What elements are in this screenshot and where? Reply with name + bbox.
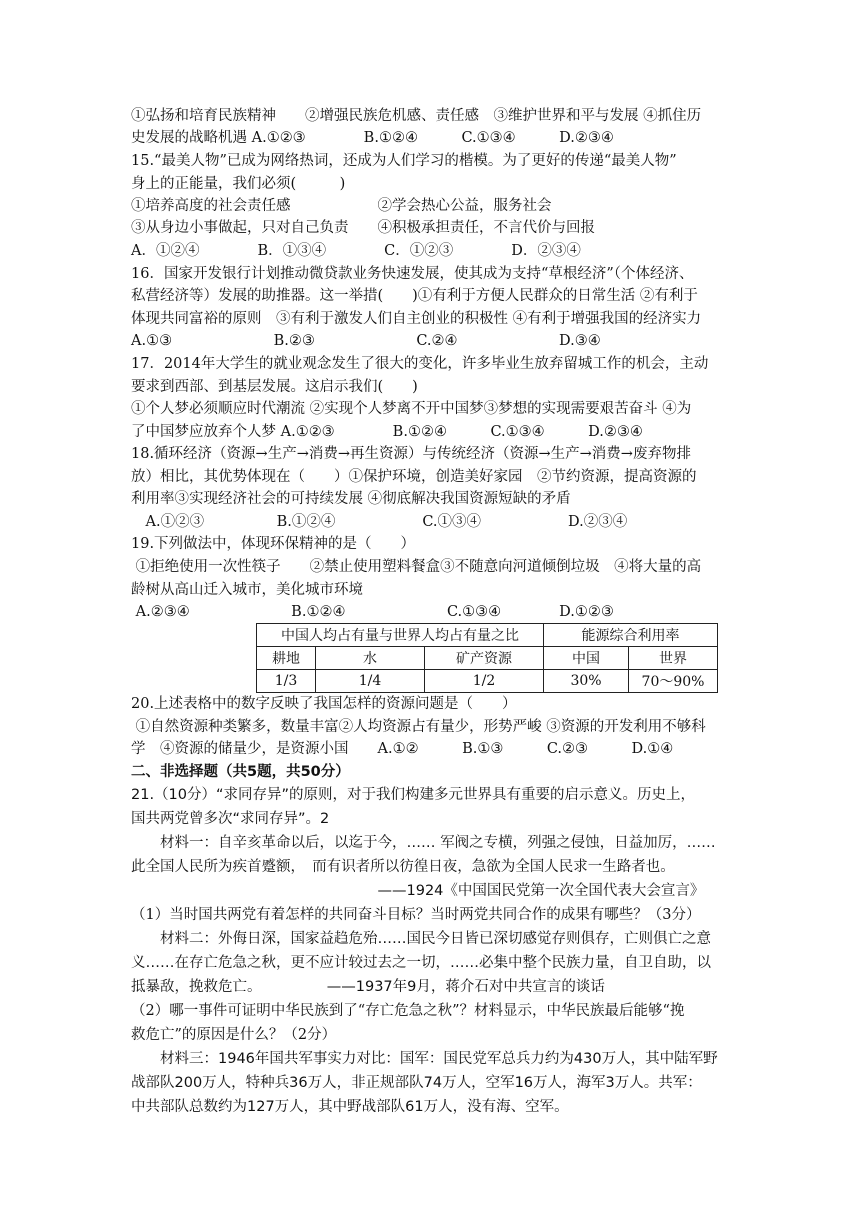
table-cell: 水 (316, 647, 425, 670)
material-3: 材料三：1946年国共军事实力对比：国军：国民党军总兵力约为430万人，其中陆军野 (131, 1051, 718, 1067)
question-17: 17．2014年大学生的就业观念发生了很大的变化，许多毕业生放弃留城工作的机会，主动 (131, 356, 709, 372)
text-line: ③从身边小事做起，只对自己负责 ④积极承担责任，不言代价与回报 (131, 220, 595, 236)
text-line: ①拒绝使用一次性筷子 ②禁止使用塑料餐盒③不随意向河道倾倒垃圾 ④将大量的高 (131, 559, 702, 575)
text-line: 抵暴敌，挽救危亡。 ——1937年9月，蒋介石对中共宣言的谈话 (131, 979, 605, 995)
text-line: 体现共同富裕的原则 ③有利于激发人们自主创业的积极性 ④有利于增强我国的经济实力 (131, 311, 702, 327)
text-line: 国共两党曾多次“求同存异”。2 (131, 811, 330, 827)
text-line: ①个人梦必须顺应时代潮流 ②实现个人梦离不开中国梦③梦想的实现需要艰苦奋斗 ④为 (131, 401, 692, 417)
text-line: 身上的正能量，我们必须( ) (131, 176, 346, 192)
sub-question-1: （1）当时国共两党有着怎样的共同奋斗目标？当时两党共同合作的成果有哪些？（3分） (131, 907, 701, 923)
answer-options: A．①②④ B．①③④ C．①②③ D．②③④ (131, 243, 581, 259)
table-cell: 1/4 (316, 670, 425, 693)
text-line: 利用率③实现经济社会的可持续发展 ④彻底解决我国资源短缺的矛盾 (131, 491, 571, 507)
table-cell: 矿产资源 (425, 647, 544, 670)
source-citation: ——1924《中国国民党第一次全国代表大会宣言》 (131, 883, 705, 899)
text-line: 史发展的战略机遇 A.①②③ B.①②④ C.①③④ D.②③④ (131, 130, 614, 146)
table-cell: 中国 (544, 647, 629, 670)
table-cell: 1/2 (425, 670, 544, 693)
table-cell: 1/3 (257, 670, 316, 693)
question-15: 15.“最美人物”已成为网络热词，还成为人们学习的楷模。为了更好的传递“最美人物” (131, 153, 677, 169)
table-header-energy: 能源综合利用率 (544, 624, 718, 647)
table-cell: 70～90% (629, 670, 718, 693)
text-line: 要求到西部、到基层发展。这启示我们( ) (131, 379, 418, 395)
table-header-ratio: 中国人均占有量与世界人均占有量之比 (257, 624, 544, 647)
table-cell: 耕地 (257, 647, 316, 670)
question-16: 16．国家开发银行计划推动微贷款业务快速发展，使其成为支持“草根经济”（个体经济、 (131, 266, 694, 282)
text-line: ①培养高度的社会责任感 ②学会热心公益，服务社会 (131, 198, 552, 214)
text-line: 私营经济等）发展的助推器。这一举措( )①有利于方便人民群众的日常生活 ②有利于 (131, 288, 698, 304)
text-line: 中共部队总数约为127万人，其中野战部队61万人，没有海、空军。 (131, 1099, 569, 1115)
text-line: 义……在存亡危急之秋，更不应计较过去之一切，……必集中整个民族力量，自卫自助，以 (131, 955, 711, 971)
question-21: 21.（10分）“求同存异”的原则，对于我们构建多元世界具有重要的启示意义。历史上， (131, 787, 696, 803)
material-2: 材料二：外侮日深，国家益趋危殆……国民今日皆已深切感觉存则俱存，亡则俱亡之意 (131, 931, 711, 947)
answer-options: A.①③ B.②③ C.②④ D.③④ (131, 333, 601, 349)
text-line: 救危亡”的原因是什么？（2分） (131, 1027, 337, 1043)
question-18: 18.循环经济（资源→生产→消费→再生资源）与传统经济（资源→生产→消费→废弃物排 (131, 446, 691, 462)
text-line: 了中国梦应放弃个人梦 A.①②③ B.①②④ C.①③④ D.②③④ (131, 424, 643, 440)
text-line: 放）相比，其优势体现在（ ）①保护环境，创造美好家园 ②节约资源，提高资源的 (131, 469, 697, 485)
resource-table (256, 623, 718, 693)
text-line: ①自然资源种类繁多，数量丰富②人均资源占有量少，形势严峻 ③资源的开发利用不够科 (131, 719, 706, 735)
table-cell: 世界 (629, 647, 718, 670)
question-20: 20.上述表格中的数字反映了我国怎样的资源问题是（ ） (131, 696, 517, 712)
text-line: 此全国人民所为疾首蹙额， 而有识者所以彷徨日夜，急欲为全国人民求一生路者也。 (131, 859, 675, 875)
sub-question-2: （2）哪一事件可证明中华民族到了“存亡危急之秋”？材料显示，中华民族最后能够“挽 (131, 1003, 685, 1019)
section-heading: 二、非选择题（共5题，共50分） (131, 764, 350, 780)
answer-options: A.②③④ B.①②④ C.①③④ D.①②③ (131, 604, 614, 620)
material-1: 材料一：自辛亥革命以后，以迄于今，…… 军阀之专横，列强之侵蚀，日益加厉，…… (131, 835, 716, 851)
answer-options: A.①②③ B.①②④ C.①③④ D.②③④ (131, 514, 628, 530)
text-line: ①弘扬和培育民族精神 ②增强民族危机感、责任感 ③维护世界和平与发展 ④抓住历 (131, 108, 702, 124)
text-line: 战部队200万人，特种兵36万人，非正规部队74万人，空军16万人，海军3万人。共军： (131, 1075, 702, 1091)
text-line: 学 ④资源的储量少，是资源小国 A.①② B.①③ C.②③ D.①④ (131, 741, 674, 757)
text-line: 龄树从高山迁入城市，美化城市环境 (131, 582, 363, 598)
table-cell: 30% (544, 670, 629, 693)
question-19: 19.下列做法中，体现环保精神的是（ ） (131, 536, 416, 552)
